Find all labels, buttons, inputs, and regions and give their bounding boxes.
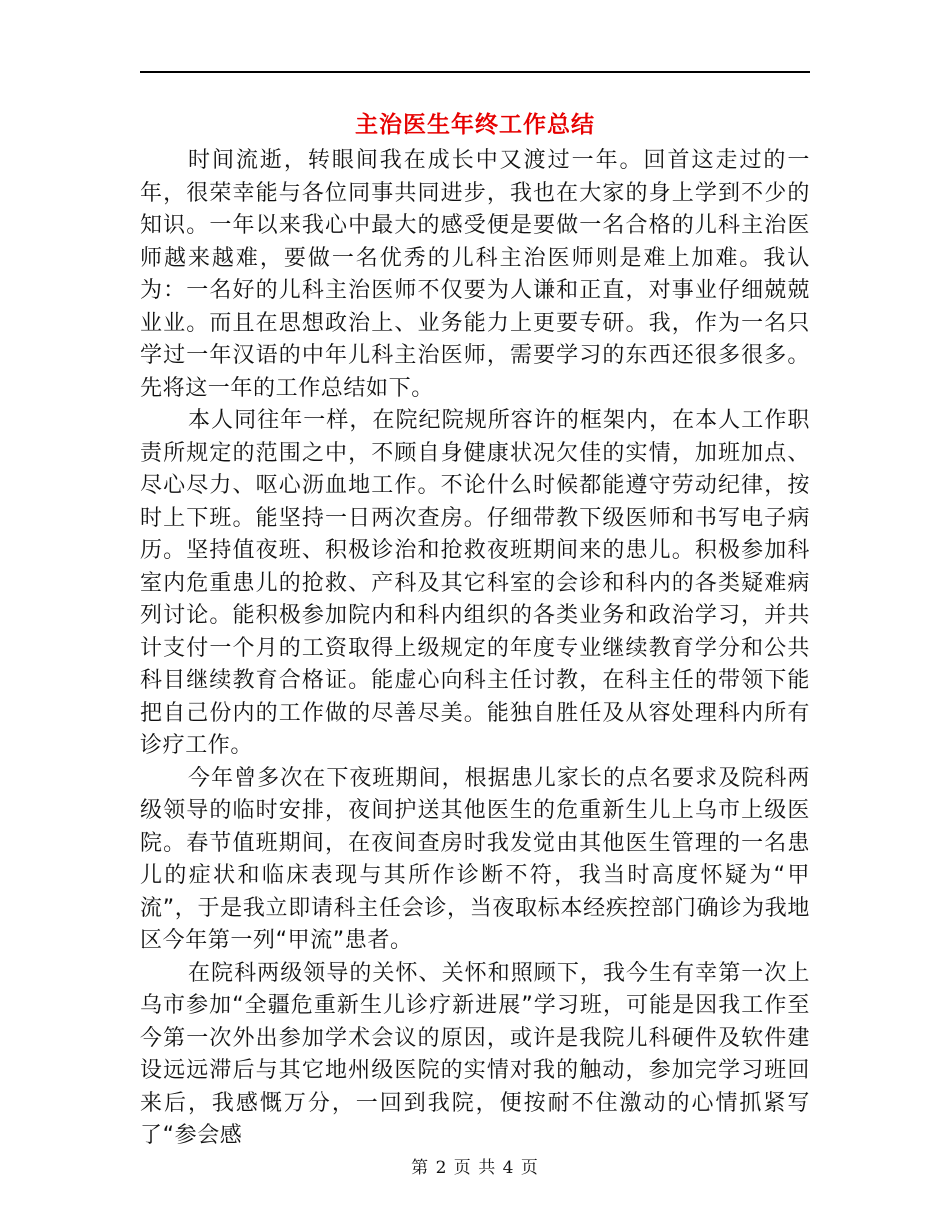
header-rule [140,71,810,73]
paragraph-2: 本人同往年一样，在院纪院规所容许的框架内，在本人工作职责所规定的范围之中，不顾自身健康状况欠佳的实情，加班加点、尽心尽力、呕心沥血地工作。不论什么时候都能遵守劳动纪律，按时上下班。能坚持一日两次查房。仔细带教下级医师和书写电子病历。坚持值夜班、积极诊治和抢救夜班期间来的患儿。积极参加科室内危重患儿的抢救、产科及其它科室的会诊和科内的各类疑难病列讨论。能积极参加院内和科内组织的各类业务和政治学习，并共计支付一个月的工资取得上级规定的年度专业继续教育学分和公共科目继续教育合格证。能虚心向科主任讨教，在科主任的带领下能把自己份内的工作做的尽善尽美。能独自胜任及从容处理科内所有诊疗工作。 [140,408,810,758]
page-number-footer: 第 2 页 共 4 页 [411,1158,539,1178]
document-title: 主治医生年终工作总结 [355,112,595,138]
paragraph-1: 时间流逝，转眼间我在成长中又渡过一年。回首这走过的一年，很荣幸能与各位同事共同进步，我也在大家的身上学到不少的知识。一年以来我心中最大的感受便是要做一名合格的儿科主治医师越来越难，要做一名优秀的儿科主治医师则是难上加难。我认为：一名好的儿科主治医师不仅要为人谦和正直，对事业仔细兢兢业业。而且在思想政治上、业务能力上更要专研。我，作为一名只学过一年汉语的中年儿科主治医师，需要学习的东西还很多很多。先将这一年的工作总结如下。 [140,148,810,401]
document-body [140,145,810,1153]
paragraph-4: 在院科两级领导的关怀、关怀和照顾下，我今生有幸第一次上乌市参加“全疆危重新生儿诊疗新进展”学习班，可能是因我工作至今第一次外出参加学术会议的原因，或许是我院儿科硬件及软件建设远远滞后与其它地州级医院的实情对我的触动，参加完学习班回来后，我感慨万分，一回到我院，便按耐不住激动的心情抓紧写了“参会感 [140,960,810,1148]
paragraph-3: 今年曾多次在下夜班期间，根据患儿家长的点名要求及院科两级领导的临时安排，夜间护送其他医生的危重新生儿上乌市上级医院。春节值班期间，在夜间查房时我发觉由其他医生管理的一名患儿的症状和临床表现与其所作诊断不符，我当时高度怀疑为“甲流”，于是我立即请科主任会诊，当夜取标本经疾控部门确诊为我地区今年第一列“甲流”患者。 [140,765,810,953]
